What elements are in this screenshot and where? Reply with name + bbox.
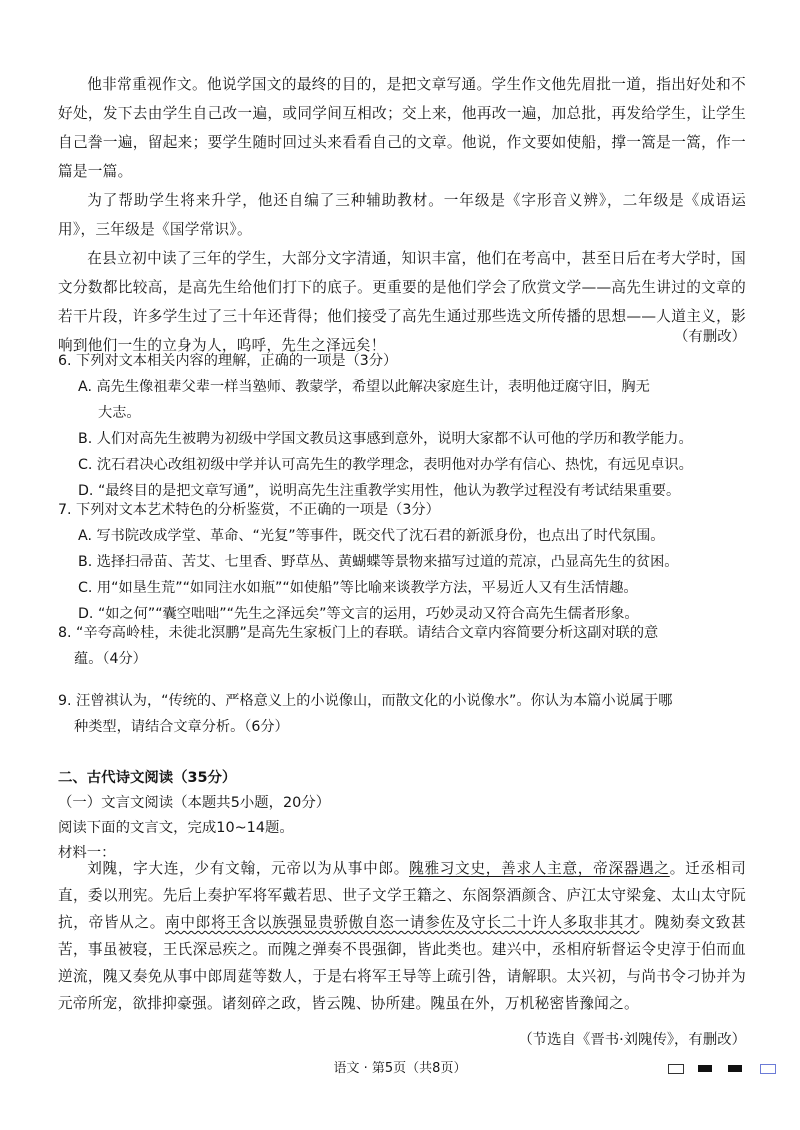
classical-source-note: （节选自《晋书·刘隗传》，有删改） bbox=[518, 1032, 746, 1048]
classical-text bbox=[58, 855, 746, 1017]
classical-text-part-2: 。迁丞相司直，委以刑宪。先后上奏护军将军戴若思、世子文学王籍之、东阁祭酒颜含、庐江太守梁龛、太山太守阮抗，帝皆从之。 bbox=[58, 860, 746, 931]
question-7-option-c: C. 用“如垦生荒”“如同注水如瓶”“如使船”等比喻来谈教学方法，平易近人又有生活情趣。 bbox=[78, 580, 638, 596]
question-6-option-b: B. 人们对高先生被聘为初级中学国文教员这事感到意外，说明大家都不认可他的学历和教学能力。 bbox=[78, 431, 693, 447]
question-7 bbox=[58, 497, 748, 627]
question-9-stem: 9. 汪曾祺认为，“传统的、严格意义上的小说像山，而散文化的小说像水”。你认为本篇小说属于哪 bbox=[58, 693, 673, 709]
print-mark-blue bbox=[760, 1064, 776, 1074]
print-marks bbox=[668, 1064, 778, 1074]
print-mark-open bbox=[668, 1064, 684, 1074]
question-6 bbox=[58, 348, 748, 504]
question-6-stem: 6. 下列对文本相关内容的理解，正确的一项是（3分） bbox=[58, 353, 398, 369]
question-6-option-c: C. 沈石君决心改组初级中学并认可高先生的教学理念，表明他对办学有信心、热忱，有远见卓识。 bbox=[78, 457, 693, 473]
print-mark-filled bbox=[728, 1065, 742, 1072]
question-6-option-a-text: A. 高先生像祖辈父辈一样当塾师、教蒙学，希望以此解决家庭生计，表明他迂腐守旧，胸无 bbox=[78, 379, 650, 395]
section-2-title: 二、古代诗文阅读（35分） bbox=[58, 770, 237, 786]
question-6-option-a bbox=[58, 374, 748, 426]
passage-source-note: （有删改） bbox=[674, 329, 746, 345]
question-8 bbox=[58, 620, 748, 672]
question-7-option-d: D. “如之何”“囊空咄咄”“先生之泽远矣”等文言的运用，巧妙灵动又符合高先生儒者形象。 bbox=[78, 606, 639, 622]
page-footer: 语文 · 第5页（共8页） bbox=[333, 1061, 467, 1076]
question-9 bbox=[58, 688, 748, 740]
section-2-subtitle: （一）文言文阅读（本题共5小题，20分） bbox=[58, 795, 331, 811]
question-7-option-a: A. 写书院改成学堂、革命、“光复”等事件，既交代了沈石君的新派身份，也点出了时代氛围。 bbox=[78, 528, 665, 544]
question-8-stem-cont: 蕴。（4分） bbox=[74, 651, 147, 667]
passage-paragraph-3: 在县立初中读了三年的学生，大部分文字清通，知识丰富，他们在考高中，甚至日后在考大学时，国文分数都比较高，是高先生给他们打下的底子。更重要的是他们学会了欣赏文学——高先生讲过的文章的若干片段，许多学生过了三十年还背得；他们接受了高先生通过那些选文所传播的思想——人道主义，影响到他们一生的立身为人，呜呼，先生之泽远矣！ bbox=[58, 250, 746, 354]
question-7-option-b: B. 选择扫帚苗、苦艾、七里香、野草丛、黄蝴蝶等景物来描写过道的荒凉，凸显高先生的贫困。 bbox=[78, 554, 679, 570]
question-6-option-a-cont: 大志。 bbox=[98, 405, 141, 421]
question-8-stem: 8. “辛夸高岭桂，未徙北溟鹏”是高先生家板门上的春联。请结合文章内容简要分析这副对联的意 bbox=[58, 625, 659, 641]
underlined-sentence-1: 隗雅习文史，善求人主意，帝深器遇之 bbox=[409, 860, 670, 877]
print-mark-filled bbox=[698, 1065, 712, 1072]
section-2-instruction: 阅读下面的文言文，完成10~14题。 bbox=[58, 820, 294, 836]
passage-paragraph-1: 他非常重视作文。他说学国文的最终的目的，是把文章写通。学生作文他先眉批一道，指出好处和不好处，发下去由学生自己改一遍，或同学间互相改；交上来，他再改一遍，加总批，再发给学生，让学生自己誊一遍，留起来；要学生随时回过头来看看自己的文章。他说，作文要如使船，撑一篙是一篙，作一篇是一篇。 bbox=[58, 76, 746, 180]
wavy-underlined-sentence: 南中郎将王含以族强显贵骄傲自恣一请参佐及守长二十许人多取非其才 bbox=[165, 914, 640, 931]
question-7-stem: 7. 下列对文本艺术特色的分析鉴赏，不正确的一项是（3分） bbox=[58, 502, 440, 518]
question-9-stem-cont: 种类型，请结合文章分析。（6分） bbox=[74, 719, 289, 735]
classical-text-part-1: 刘隗，字大连，少有文翰，元帝以为从事中郎。 bbox=[87, 860, 410, 877]
passage-paragraph-2: 为了帮助学生将来升学，他还自编了三种辅助教材。一年级是《字形音义辨》，二年级是《成语运用》，三年级是《国学常识》。 bbox=[58, 192, 746, 238]
material-one-label: 材料一： bbox=[58, 845, 116, 861]
classical-text-part-3: 。隗劾奏文致甚苦，事虽被寝，王氏深忌疾之。而隗之弹奏不畏强御，皆此类也。建兴中，丞相府斩督运令史淳于伯而血逆流，隗又奏免从事中郎周莚等数人，于是右将军王导等上疏引咎，请解职。太兴初，与尚书令刁协并为元帝所宠，欲排抑豪强。诸刻碎之政，皆云隗、协所建。隗虽在外，万机秘密皆豫闻之。 bbox=[58, 914, 746, 1012]
question-6-option-d: D. “最终目的是把文章写通”，说明高先生注重教学实用性，他认为教学过程没有考试结果重要。 bbox=[78, 483, 681, 499]
